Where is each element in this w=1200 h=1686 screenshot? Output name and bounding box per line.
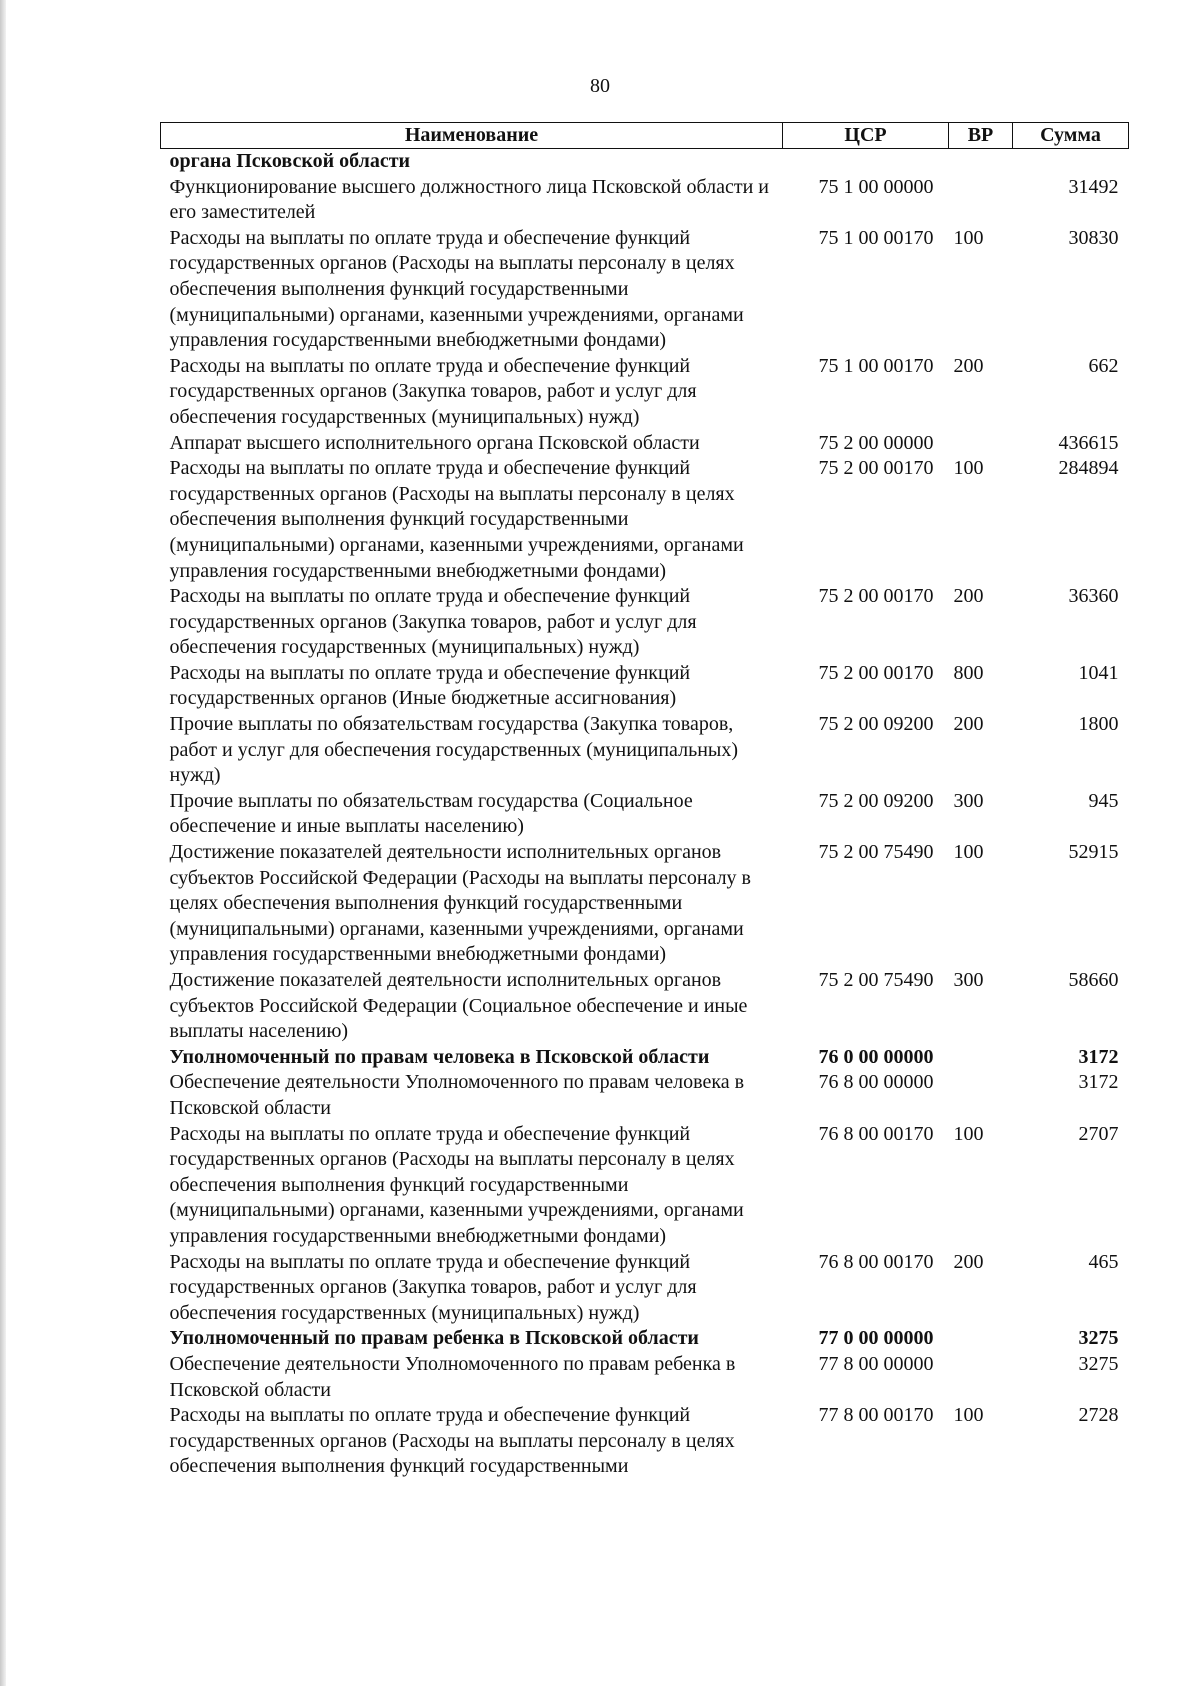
table-row bbox=[161, 1250, 1129, 1327]
cell-vr bbox=[949, 1070, 1013, 1121]
cell-name: Уполномоченный по правам человека в Псковской области bbox=[169, 1045, 710, 1068]
cell-sum: 284894 bbox=[1058, 457, 1119, 480]
cell-sum: 3275 bbox=[1078, 1327, 1119, 1350]
cell-sum: 3172 bbox=[1078, 1045, 1119, 1068]
table-row bbox=[161, 1045, 1129, 1071]
cell-sum: 3275 bbox=[1078, 1352, 1119, 1375]
table-row bbox=[161, 1403, 1129, 1480]
cell-csr: 75 2 00 00170 bbox=[818, 585, 934, 608]
cell-vr: 100 bbox=[953, 1122, 984, 1145]
cell-name: Расходы на выплаты по оплате труда и обеспечение функций государственных органов (Расходы на выплаты персоналу в целях обеспечения выполнения функций государственными bbox=[169, 1404, 735, 1478]
table-row bbox=[161, 175, 1129, 226]
cell-sum: 1800 bbox=[1078, 713, 1119, 736]
cell-name: Расходы на выплаты по оплате труда и обеспечение функций государственных органов (Иные бюджетные ассигнования) bbox=[169, 661, 691, 710]
cell-csr: 75 2 00 75490 bbox=[818, 841, 934, 864]
cell-csr: 76 8 00 00170 bbox=[818, 1122, 934, 1145]
cell-name: Расходы на выплаты по оплате труда и обеспечение функций государственных органов (Закупка товаров, работ и услуг для обеспечения государственных (муниципальных) нужд) bbox=[169, 1250, 697, 1324]
cell-vr: 100 bbox=[953, 457, 984, 480]
cell-name: Достижение показателей деятельности исполнительных органов субъектов Российской Федерации (Расходы на выплаты персоналу в целях обеспечения выполнения функций государственными (муниципальными) органами, казенными учреждениями, органами управления государственными внебюджетными фондами) bbox=[169, 841, 752, 966]
cell-csr: 75 2 00 75490 bbox=[818, 969, 934, 991]
table-row bbox=[161, 584, 1129, 661]
table-header-row bbox=[161, 123, 1129, 149]
cell-csr: 75 2 00 09200 bbox=[818, 713, 934, 736]
header-sum: Сумма bbox=[1013, 123, 1129, 149]
cell-name: Расходы на выплаты по оплате труда и обеспечение функций государственных органов (Закупка товаров, работ и услуг для обеспечения государственных (муниципальных) нужд) bbox=[169, 354, 697, 428]
table-row bbox=[161, 354, 1129, 431]
cell-sum: 52915 bbox=[1068, 841, 1119, 864]
cell-name: Достижение показателей деятельности исполнительных органов субъектов Российской Федерации (Социальное обеспечение и иные выплаты населению) bbox=[169, 969, 748, 1043]
cell-name: органа Псковской области bbox=[169, 150, 411, 172]
cell-csr: 76 8 00 00000 bbox=[818, 1071, 934, 1094]
cell-name: Функционирование высшего должностного лица Псковской области и его заместителей bbox=[169, 175, 770, 224]
cell-sum: 2707 bbox=[1078, 1122, 1119, 1145]
cell-csr bbox=[783, 149, 949, 175]
cell-name: Аппарат высшего исполнительного органа Псковской области bbox=[169, 431, 700, 454]
table-row bbox=[161, 431, 1129, 457]
table-row bbox=[161, 149, 1129, 175]
cell-csr: 75 1 00 00000 bbox=[818, 175, 934, 198]
cell-name: Расходы на выплаты по оплате труда и обеспечение функций государственных органов (Расходы на выплаты персоналу в целях обеспечения выполнения функций государственными (муниципальными) органами, казенными учреждениями, органами управления государственными внебюджетными фондами) bbox=[169, 226, 744, 352]
cell-sum: 31492 bbox=[1068, 175, 1119, 198]
cell-vr: 100 bbox=[953, 226, 984, 249]
cell-sum: 30830 bbox=[1068, 226, 1119, 249]
table-row bbox=[161, 1326, 1129, 1352]
table-row bbox=[161, 661, 1129, 712]
cell-vr bbox=[949, 1352, 1013, 1403]
cell-csr: 76 8 00 00170 bbox=[818, 1250, 934, 1273]
cell-sum: 58660 bbox=[1068, 969, 1119, 991]
header-vr: ВР bbox=[949, 123, 1013, 149]
cell-sum: 945 bbox=[1088, 789, 1119, 812]
cell-name: Расходы на выплаты по оплате труда и обеспечение функций государственных органов (Расходы на выплаты персоналу в целях обеспечения выполнения функций государственными (муниципальными) органами, казенными учреждениями, органами управления государственными внебюджетными фондами) bbox=[169, 1122, 744, 1247]
cell-vr: 200 bbox=[953, 713, 984, 736]
cell-csr: 75 2 00 00170 bbox=[818, 457, 934, 480]
cell-sum: 2728 bbox=[1078, 1404, 1119, 1427]
cell-name: Расходы на выплаты по оплате труда и обеспечение функций государственных органов (Расходы на выплаты персоналу в целях обеспечения выполнения функций государственными (муниципальными) органами, казенными учреждениями, органами управления государственными внебюджетными фондами) bbox=[169, 457, 744, 582]
cell-csr: 77 8 00 00000 bbox=[818, 1352, 934, 1375]
cell-vr bbox=[949, 175, 1013, 226]
cell-vr bbox=[949, 1326, 1013, 1352]
page-number: 80 bbox=[590, 75, 610, 97]
cell-vr: 800 bbox=[953, 661, 984, 684]
cell-vr bbox=[949, 431, 1013, 457]
cell-csr: 76 0 00 00000 bbox=[818, 1045, 934, 1068]
table-row bbox=[161, 226, 1129, 354]
cell-vr: 200 bbox=[953, 354, 984, 377]
budget-table bbox=[160, 122, 1129, 1480]
cell-vr bbox=[949, 1045, 1013, 1071]
cell-sum: 1041 bbox=[1078, 661, 1119, 684]
cell-name: Прочие выплаты по обязательствам государства (Социальное обеспечение и иные выплаты населению) bbox=[169, 789, 693, 838]
cell-vr: 200 bbox=[953, 585, 984, 608]
table-body bbox=[161, 149, 1129, 1480]
cell-sum: 36360 bbox=[1068, 585, 1119, 608]
cell-csr: 75 2 00 09200 bbox=[818, 789, 934, 812]
table-row bbox=[161, 968, 1129, 1045]
cell-vr: 100 bbox=[953, 841, 984, 864]
cell-vr: 300 bbox=[953, 969, 984, 991]
cell-name: Прочие выплаты по обязательствам государства (Закупка товаров, работ и услуг для обеспечения государственных (муниципальных) нужд) bbox=[169, 713, 738, 787]
cell-name: Уполномоченный по правам ребенка в Псковской области bbox=[169, 1327, 699, 1350]
cell-name: Обеспечение деятельности Уполномоченного по правам человека в Псковской области bbox=[169, 1071, 745, 1119]
cell-sum: 662 bbox=[1088, 354, 1119, 377]
cell-csr: 77 0 00 00000 bbox=[818, 1327, 934, 1350]
table-row bbox=[161, 789, 1129, 840]
table-row bbox=[161, 712, 1129, 789]
cell-sum: 3172 bbox=[1078, 1071, 1119, 1094]
table-row bbox=[161, 1070, 1129, 1121]
cell-name: Обеспечение деятельности Уполномоченного по правам ребенка в Псковской области bbox=[169, 1352, 736, 1401]
table-row bbox=[161, 840, 1129, 968]
cell-vr: 300 bbox=[953, 789, 984, 812]
scan-edge bbox=[0, 0, 6, 1686]
cell-vr: 100 bbox=[953, 1404, 984, 1427]
cell-vr: 200 bbox=[953, 1250, 984, 1273]
header-csr: ЦСР bbox=[783, 123, 949, 149]
table-row bbox=[161, 1352, 1129, 1403]
cell-csr: 75 1 00 00170 bbox=[818, 354, 934, 377]
table-row bbox=[161, 456, 1129, 584]
cell-sum: 436615 bbox=[1058, 431, 1119, 454]
cell-name: Расходы на выплаты по оплате труда и обеспечение функций государственных органов (Закупка товаров, работ и услуг для обеспечения государственных (муниципальных) нужд) bbox=[169, 585, 697, 659]
cell-csr: 75 2 00 00170 bbox=[818, 661, 934, 684]
header-name: Наименование bbox=[161, 123, 783, 149]
cell-sum: 465 bbox=[1088, 1250, 1119, 1273]
cell-csr: 75 2 00 00000 bbox=[818, 431, 934, 454]
table-row bbox=[161, 1122, 1129, 1250]
cell-csr: 75 1 00 00170 bbox=[818, 226, 934, 249]
cell-sum bbox=[1013, 149, 1129, 175]
cell-vr bbox=[949, 149, 1013, 175]
cell-csr: 77 8 00 00170 bbox=[818, 1404, 934, 1427]
